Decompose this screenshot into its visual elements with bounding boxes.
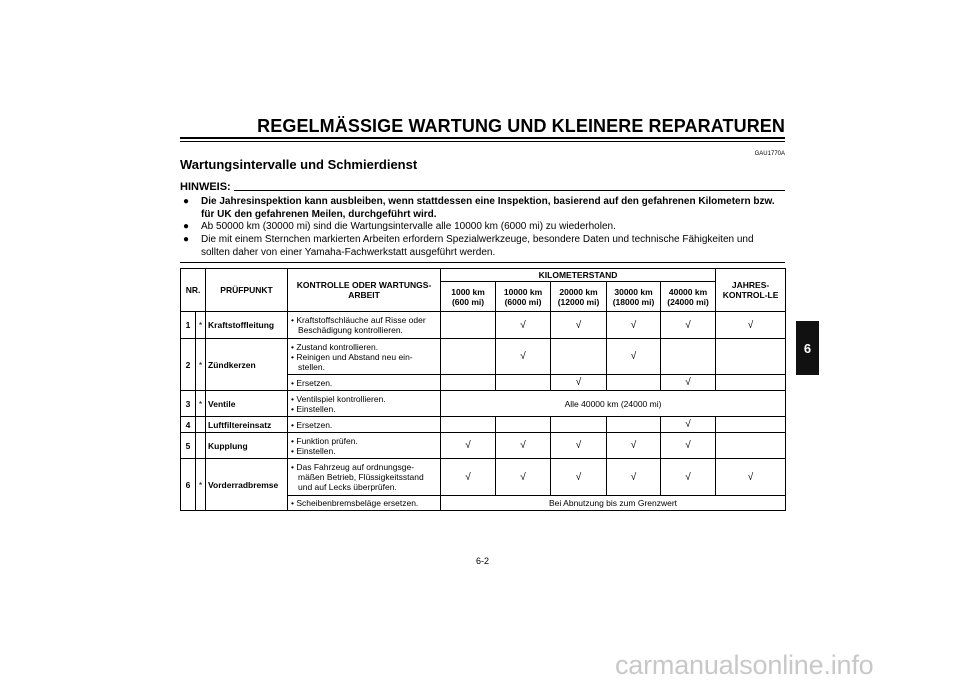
- page-number: 6-2: [475, 556, 489, 566]
- row-item: Vorderradbremse: [206, 459, 288, 511]
- cell-empty: [551, 339, 607, 375]
- header-work: KONTROLLE ODER WARTUNGS-ARBEIT: [288, 269, 441, 312]
- work-text: Ventilspiel kontrollieren.: [296, 393, 386, 404]
- row-item: Luftfiltereinsatz: [206, 417, 288, 433]
- interval-note: Alle 40000 km (24000 mi): [441, 391, 786, 417]
- check-icon: √: [607, 433, 661, 459]
- note-end-rule: [180, 262, 785, 263]
- check-icon: √: [716, 459, 786, 496]
- cell-empty: [441, 312, 496, 339]
- check-icon: √: [551, 312, 607, 339]
- interval-mi: (24000 mi): [667, 296, 709, 307]
- row-nr: 6: [181, 459, 196, 511]
- row-star: [196, 433, 206, 459]
- work-text: Reinigen und Abstand neu ein-stellen.: [296, 351, 413, 372]
- bullet-dot-icon: ●: [183, 221, 190, 232]
- header-interval-3: [551, 282, 607, 312]
- row-nr: 3: [181, 391, 196, 417]
- table-row: [181, 339, 786, 375]
- row-item: Ventile: [206, 391, 288, 417]
- cell-empty: [496, 417, 551, 433]
- interval-km: 20000 km: [559, 286, 598, 297]
- check-icon: √: [661, 433, 716, 459]
- bullet-dot-icon: ●: [183, 234, 190, 245]
- cell-empty: [716, 375, 786, 391]
- bullet-dot-icon: ●: [183, 196, 190, 207]
- chapter-tab: 6: [796, 321, 819, 375]
- bullet-icon: •: [291, 393, 294, 404]
- bullet-icon: •: [291, 341, 294, 352]
- table-row: [181, 391, 786, 417]
- bullet-icon: •: [291, 498, 294, 508]
- table-row: [181, 433, 786, 459]
- row-work: [288, 459, 441, 496]
- check-icon: √: [661, 417, 716, 433]
- row-star: *: [196, 339, 206, 391]
- interval-mi: (6000 mi): [504, 296, 542, 307]
- note-bullet: [181, 234, 785, 259]
- note-bullet-text: Ab 50000 km (30000 mi) sind die Wartungsintervalle alle 10000 km (6000 mi) zu wiederholen.: [201, 221, 616, 232]
- work-text: Ersetzen.: [296, 419, 333, 430]
- cell-empty: [716, 417, 786, 433]
- interval-km: 1000 km: [451, 286, 485, 297]
- bullet-icon: •: [291, 403, 294, 414]
- header-annual: JAHRES-KONTROL-LE: [716, 269, 786, 312]
- cell-empty: [607, 375, 661, 391]
- interval-mi: (18000 mi): [612, 296, 655, 307]
- row-item: Kraftstoffleitung: [206, 312, 288, 339]
- header-interval-5: [661, 282, 716, 312]
- cell-empty: [496, 375, 551, 391]
- check-icon: √: [551, 433, 607, 459]
- section-heading: Wartungsintervalle und Schmierdienst: [180, 157, 418, 172]
- check-icon: √: [607, 312, 661, 339]
- row-work: [288, 391, 441, 417]
- note-label: HINWEIS:: [180, 181, 231, 193]
- row-work: [288, 433, 441, 459]
- check-icon: √: [496, 312, 551, 339]
- row-work: [288, 375, 441, 391]
- doc-code: GAU1770A: [754, 151, 785, 157]
- work-text: Funktion prüfen.: [296, 435, 358, 446]
- bullet-icon: •: [291, 419, 294, 430]
- interval-mi: (12000 mi): [557, 296, 600, 307]
- cell-empty: [716, 339, 786, 375]
- note-bullet: [181, 221, 785, 234]
- row-star: *: [196, 312, 206, 339]
- row-nr: 2: [181, 339, 196, 391]
- check-icon: √: [496, 433, 551, 459]
- row-star: [196, 417, 206, 433]
- bullet-icon: •: [291, 315, 294, 325]
- check-icon: √: [607, 339, 661, 375]
- bullet-icon: •: [291, 351, 294, 362]
- check-icon: √: [551, 375, 607, 391]
- check-icon: √: [716, 312, 786, 339]
- title-rule-thin: [180, 141, 785, 142]
- cell-empty: [441, 417, 496, 433]
- bullet-icon: •: [291, 445, 294, 456]
- header-item: PRÜFPUNKT: [206, 269, 288, 312]
- check-icon: √: [496, 459, 551, 496]
- row-item: Zündkerzen: [206, 339, 288, 391]
- row-work: [288, 417, 441, 433]
- check-icon: √: [551, 459, 607, 496]
- check-icon: √: [661, 459, 716, 496]
- work-text: Scheibenbremsbeläge ersetzen.: [296, 498, 419, 508]
- work-text: Zustand kontrollieren.: [296, 341, 379, 352]
- note-bullet-text: Die Jahresinspektion kann ausbleiben, wenn stattdessen eine Inspektion, basierend auf den gefahrenen Kilometern bzw. für UK den gefahrenen Meilen, durchgeführt wird.: [201, 196, 775, 220]
- interval-km: 30000 km: [614, 286, 653, 297]
- title-rule: [180, 137, 785, 139]
- work-text: Das Fahrzeug auf ordnungsge-mäßen Betrieb, Flüssigkeitsstand und auf Lecks überprüfen.: [296, 462, 424, 492]
- row-work: [288, 496, 441, 511]
- cell-empty: [551, 417, 607, 433]
- check-icon: √: [496, 339, 551, 375]
- check-icon: √: [661, 375, 716, 391]
- interval-note: Bei Abnutzung bis zum Grenzwert: [441, 496, 786, 511]
- row-item: Kupplung: [206, 433, 288, 459]
- check-icon: √: [661, 312, 716, 339]
- row-nr: 5: [181, 433, 196, 459]
- watermark: carmanualsonline.info: [615, 650, 874, 680]
- bullet-icon: •: [291, 462, 294, 472]
- work-text: Einstellen.: [296, 445, 336, 456]
- cell-empty: [607, 417, 661, 433]
- header-nr: NR.: [181, 269, 206, 312]
- row-nr: 4: [181, 417, 196, 433]
- row-work: [288, 312, 441, 339]
- row-work: [288, 339, 441, 375]
- cell-empty: [716, 433, 786, 459]
- work-text: Einstellen.: [296, 403, 336, 414]
- cell-empty: [441, 375, 496, 391]
- bullet-icon: •: [291, 377, 294, 388]
- header-odometer: KILOMETERSTAND: [441, 269, 716, 282]
- table-row: [181, 312, 786, 339]
- work-text: Kraftstoffschläuche auf Risse oder Beschädigung kontrollieren.: [296, 315, 426, 335]
- header-interval-1: [441, 282, 496, 312]
- table-row: [181, 459, 786, 496]
- table-row: [181, 417, 786, 433]
- interval-km: 10000 km: [503, 286, 543, 297]
- work-text: Ersetzen.: [296, 377, 333, 388]
- maintenance-table: [180, 268, 786, 511]
- header-interval-2: [496, 282, 551, 312]
- interval-km: 40000 km: [668, 286, 708, 297]
- note-rule: [234, 190, 785, 191]
- row-star: *: [196, 391, 206, 417]
- row-star: *: [196, 459, 206, 511]
- check-icon: √: [441, 459, 496, 496]
- note-bullet-text: Die mit einem Sternchen markierten Arbeiten erfordern Spezialwerkzeuge, besondere Daten und technische Fähigkeiten und sollten daher von einer Yamaha-Fachwerkstatt ausgeführt werden.: [201, 234, 754, 258]
- note-bullet: [181, 196, 785, 221]
- header-interval-4: [607, 282, 661, 312]
- check-icon: √: [441, 433, 496, 459]
- cell-empty: [661, 339, 716, 375]
- cell-empty: [441, 339, 496, 375]
- interval-mi: (600 mi): [451, 296, 485, 307]
- check-icon: √: [607, 459, 661, 496]
- page-title: REGELMÄSSIGE WARTUNG UND KLEINERE REPARATUREN: [257, 116, 785, 136]
- bullet-icon: •: [291, 435, 294, 446]
- row-nr: 1: [181, 312, 196, 339]
